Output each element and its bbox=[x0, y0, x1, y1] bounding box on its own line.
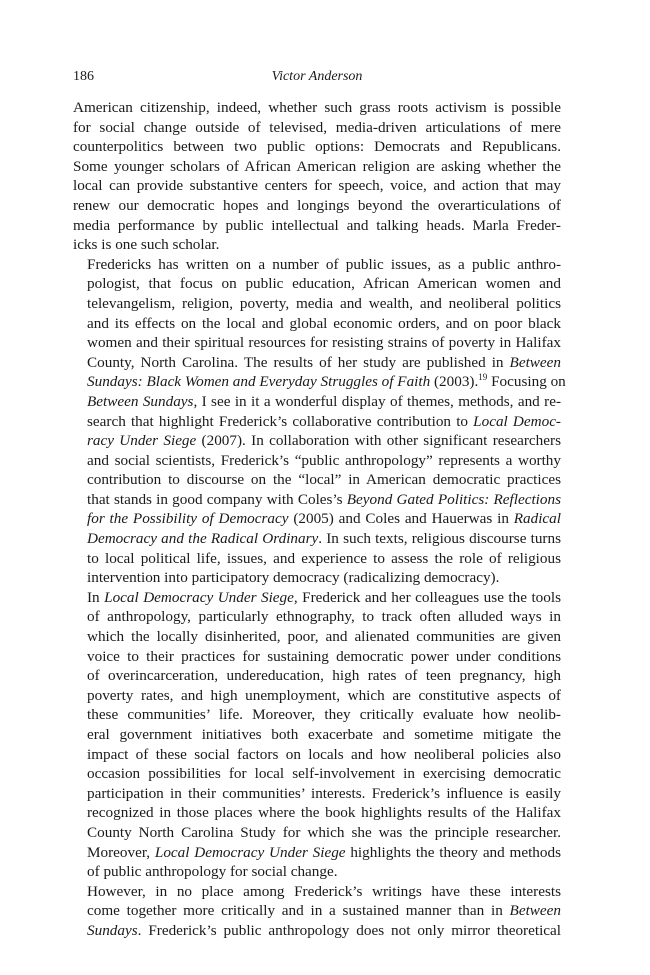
text-line: local can provide substantive centers for speech, voice, and action that may bbox=[73, 177, 561, 195]
text-run: , I see in it a wonderful display of themes, methods, and re- bbox=[193, 392, 561, 410]
text-line: voice to their practices for sustaining democratic power under conditions bbox=[87, 647, 561, 665]
text-run: Focusing on bbox=[487, 373, 566, 391]
text-line: televangelism, religion, poverty, media and wealth, and neoliberal politics bbox=[87, 294, 561, 312]
book-title: Beyond Gated Politics: Reflections bbox=[346, 490, 561, 508]
text-line: media performance by public intellectual and talking heads. Marla Freder- bbox=[73, 216, 561, 234]
text-run: . In such texts, religious discourse turns bbox=[318, 530, 561, 548]
book-title: Sundays: Black Women and Everyday Struggles of Faith bbox=[87, 373, 431, 391]
text-line: However, in no place among Frederick’s writings have these interests bbox=[87, 882, 561, 900]
page-number: 186 bbox=[73, 69, 94, 84]
text-line: of anthropology, particularly ethnography, to track often alluded ways in bbox=[87, 608, 561, 626]
text-run: come together more critically and in a sustained manner than in bbox=[87, 902, 510, 920]
text-line bbox=[73, 372, 566, 392]
text-line: pologist, that focus on public education, African American women and bbox=[87, 275, 561, 293]
text-line: of overincarceration, undereducation, high rates of teen pregnancy, high bbox=[87, 667, 561, 685]
text-line: of public anthropology for social change. bbox=[87, 863, 338, 881]
paragraph-2 bbox=[73, 255, 566, 588]
text-line bbox=[73, 431, 561, 451]
text-line: Some younger scholars of African American religion are asking whether the bbox=[73, 157, 561, 175]
text-line: counterpolitics between two public options: Democrats and Republicans. bbox=[73, 138, 561, 156]
text-line: occasion possibilities for local self-involvement in exercising democratic bbox=[87, 765, 561, 783]
text-run: that stands in good company with Coles’s bbox=[87, 490, 347, 508]
book-title: Local Democracy Under Siege bbox=[104, 588, 294, 606]
text-line: recognized in those places where the book highlights results of the Halifax bbox=[87, 804, 561, 822]
text-line: these communities’ life. Moreover, they critically evaluate how neolib- bbox=[87, 706, 561, 724]
text-run: In bbox=[87, 588, 105, 606]
book-title: Democracy and the Radical Ordinary bbox=[87, 530, 319, 548]
book-title: Between Sundays bbox=[87, 392, 194, 410]
book-title: Radical bbox=[513, 510, 561, 528]
text-line: and its effects on the local and global economic orders, and on poor black bbox=[87, 314, 561, 332]
text-line: participation in their communities’ interests. Frederick’s influence is easily bbox=[87, 784, 561, 802]
text-line bbox=[73, 588, 561, 608]
book-title: Local Democracy Under Siege bbox=[154, 843, 346, 861]
text-run: Moreover, bbox=[87, 843, 155, 861]
paragraph-4 bbox=[73, 882, 561, 941]
text-run: (2003). bbox=[430, 373, 479, 391]
text-line: to local political life, issues, and experience to assess the role of religious bbox=[87, 549, 561, 567]
text-line: women and their spiritual resources for resisting strains of poverty in Halifax bbox=[87, 334, 561, 352]
book-title: Between bbox=[509, 902, 561, 920]
book-title: for the Possibility of Democracy bbox=[87, 510, 289, 528]
book-title: Sundays bbox=[87, 921, 138, 939]
text-line: icks is one such scholar. bbox=[73, 236, 220, 254]
text-line bbox=[73, 490, 561, 510]
text-run: County, North Carolina. The results of her study are published in bbox=[87, 353, 510, 371]
text-line bbox=[73, 412, 561, 432]
text-line bbox=[73, 353, 561, 373]
running-head bbox=[73, 66, 561, 88]
text-line: American citizenship, indeed, whether such grass roots activism is possible bbox=[73, 99, 561, 116]
book-title: Local Democ- bbox=[473, 412, 561, 430]
text-line: and social scientists, Frederick’s “public anthropology” represents a worthy bbox=[87, 451, 561, 469]
text-line: intervention into participatory democracy (radicalizing democracy). bbox=[87, 569, 500, 587]
text-line bbox=[73, 509, 561, 529]
text-line: impact of these social factors on locals and how neoliberal policies also bbox=[87, 745, 561, 763]
text-line: poverty rates, and high unemployment, which are constitutive aspects of bbox=[87, 686, 561, 704]
footnote-marker: 19 bbox=[478, 372, 488, 383]
text-line: eral government initiatives both exacerbate and sometime mitigate the bbox=[87, 726, 561, 743]
book-page bbox=[73, 66, 566, 941]
text-line: Fredericks has written on a number of public issues, as a public anthro- bbox=[87, 255, 561, 273]
text-run: (2007). In collaboration with other significant researchers bbox=[196, 432, 561, 450]
text-run: (2005) and Coles and Hauerwas in bbox=[288, 510, 514, 528]
text-line bbox=[73, 921, 561, 941]
text-line: County North Carolina Study for which she was the principle researcher. bbox=[87, 823, 561, 841]
text-line: contribution to discourse on the “local” in American democratic practices bbox=[87, 471, 561, 489]
paragraph-1 bbox=[73, 98, 561, 255]
book-title-between-sundays: Between bbox=[509, 353, 561, 371]
text-line bbox=[73, 392, 561, 412]
text-run: search that highlight Frederick’s collaborative contribution to bbox=[87, 412, 474, 430]
text-run: . Frederick’s public anthropology does not only mirror theoretical bbox=[137, 921, 561, 939]
body-text bbox=[73, 98, 566, 941]
text-run: highlights the theory and methods bbox=[345, 843, 562, 861]
text-line: renew our democratic hopes and longings beyond the overarticulations of bbox=[73, 196, 561, 214]
text-line: which the locally disinherited, poor, and alienated communities are given bbox=[87, 628, 561, 646]
running-title: Victor Anderson bbox=[271, 69, 363, 84]
text-run: , Frederick and her colleagues use the tools bbox=[293, 588, 561, 606]
book-title: racy Under Siege bbox=[87, 432, 197, 450]
text-line: for social change outside of televised, media-driven articulations of mere bbox=[73, 118, 561, 136]
text-line bbox=[73, 901, 561, 921]
text-line bbox=[73, 843, 561, 863]
text-line bbox=[73, 529, 561, 549]
paragraph-3 bbox=[73, 588, 561, 882]
